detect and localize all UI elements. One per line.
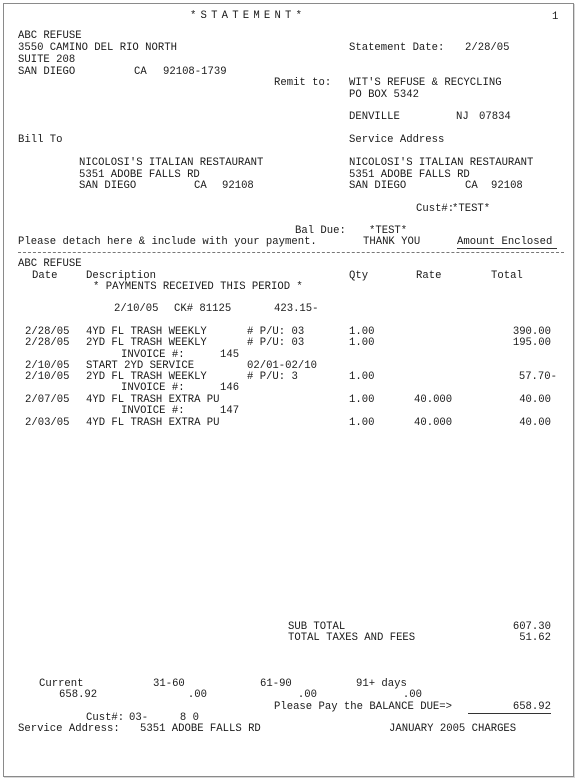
line-total: 40.00 xyxy=(519,417,551,429)
bill-to-street: 5351 ADOBE FALLS RD xyxy=(79,169,200,181)
remit-zip: 07834 xyxy=(479,111,511,123)
footer-cust-value: 03- 8 0 xyxy=(129,712,199,724)
line-total: 390.00 xyxy=(512,326,551,338)
line-rate: 40.000 xyxy=(414,394,453,406)
line-date: 2/10/05 xyxy=(25,360,70,372)
line-qty: 1.00 xyxy=(349,371,375,383)
line-date: 2/28/05 xyxy=(25,337,70,349)
col-total: Total xyxy=(491,270,523,282)
cust-value: *TEST* xyxy=(452,203,491,215)
line-total: 57.70- xyxy=(518,371,557,383)
aging-value: .00 xyxy=(187,689,207,701)
line-extra: # P/U: 3 xyxy=(247,371,298,383)
line-date: 2/03/05 xyxy=(25,417,70,429)
service-name: NICOLOSI'S ITALIAN RESTAURANT xyxy=(349,157,534,169)
aging-value: .00 xyxy=(402,689,422,701)
taxes-value: 51.62 xyxy=(519,632,551,644)
remit-box: PO BOX 5342 xyxy=(349,89,419,101)
aging-label: Current xyxy=(39,678,84,690)
line-desc: START 2YD SERVICE xyxy=(86,360,195,372)
statement-date-label: Statement Date: xyxy=(349,42,445,54)
line-qty: 1.00 xyxy=(349,337,375,349)
line-date: 2/28/05 xyxy=(25,326,70,338)
line-desc: INVOICE #: xyxy=(121,382,185,394)
line-desc: 4YD FL TRASH WEEKLY xyxy=(86,326,207,338)
col-date: Date xyxy=(32,270,58,282)
company-city: SAN DIEGO xyxy=(18,66,76,78)
remit-label: Remit to: xyxy=(274,77,332,89)
aging-label: 61-90 xyxy=(260,678,292,690)
line-rate: 40.000 xyxy=(414,417,453,429)
bill-to-label: Bill To xyxy=(18,134,63,146)
taxes-label: TOTAL TAXES AND FEES xyxy=(288,632,416,644)
col-description: Description xyxy=(86,270,156,282)
aging-label: 31-60 xyxy=(153,678,185,690)
amount-enclosed-field[interactable]: Amount Enclosed xyxy=(457,236,557,249)
line-desc: 4YD FL TRASH EXTRA PU xyxy=(86,417,220,429)
bill-to-name: NICOLOSI'S ITALIAN RESTAURANT xyxy=(79,157,264,169)
line-extra: # P/U: 03 xyxy=(247,337,305,349)
bal-due-value: *TEST* xyxy=(369,225,408,237)
sub-total-value: 607.30 xyxy=(512,621,551,633)
sub-total-label: SUB TOTAL xyxy=(288,621,346,633)
line-total: 40.00 xyxy=(519,394,551,406)
statement-title: *STATEMENT* xyxy=(190,10,307,22)
footer-service-value: 5351 ADOBE FALLS RD xyxy=(140,723,261,735)
footer-period: JANUARY 2005 CHARGES xyxy=(389,723,517,735)
remit-name: WIT'S REFUSE & RECYCLING xyxy=(349,77,502,89)
payment-amount: 423.15- xyxy=(274,303,319,315)
line-extra: # P/U: 03 xyxy=(247,326,305,338)
company-state: CA xyxy=(134,66,147,78)
footer-cust-label: Cust#: xyxy=(86,712,125,724)
thank-you: THANK YOU xyxy=(363,236,421,248)
aging-label: 91+ days xyxy=(356,678,407,690)
remit-city: DENVILLE xyxy=(349,111,400,123)
company-name: ABC REFUSE xyxy=(18,30,82,42)
payment-check: CK# 81125 xyxy=(174,303,232,315)
line-qty: 1.00 xyxy=(349,326,375,338)
line-total: 195.00 xyxy=(512,337,551,349)
line-desc: 2YD FL TRASH WEEKLY xyxy=(86,337,207,349)
bal-due-label: Bal Due: xyxy=(295,225,346,237)
line-extra: 02/01-02/10 xyxy=(247,360,317,372)
stub-company: ABC REFUSE xyxy=(18,258,82,270)
line-qty: 1.00 xyxy=(349,394,375,406)
service-zip: 92108 xyxy=(491,180,523,192)
statement-date-value: 2/28/05 xyxy=(465,42,510,54)
footer-service-label: Service Address: xyxy=(18,723,120,735)
line-desc: INVOICE #: xyxy=(121,405,185,417)
line-qty: 1.00 xyxy=(349,417,375,429)
service-street: 5351 ADOBE FALLS RD xyxy=(349,169,470,181)
col-rate: Rate xyxy=(416,270,442,282)
company-zip: 92108-1739 xyxy=(163,66,227,78)
bill-to-zip: 92108 xyxy=(222,180,254,192)
detach-instruction: Please detach here & include with your payment. xyxy=(18,236,317,248)
aging-value: .00 xyxy=(297,689,317,701)
line-date: 2/10/05 xyxy=(25,371,70,383)
line-desc: 2YD FL TRASH WEEKLY xyxy=(86,371,207,383)
company-address2: SUITE 208 xyxy=(18,54,76,66)
bill-to-state: CA xyxy=(194,180,207,192)
statement-page xyxy=(3,3,574,777)
page-number: 1 xyxy=(552,11,559,23)
detach-line xyxy=(18,252,564,253)
bill-to-city: SAN DIEGO xyxy=(79,180,137,192)
remit-state: NJ xyxy=(456,111,469,123)
line-desc: 4YD FL TRASH EXTRA PU xyxy=(86,394,220,406)
balance-due-label: Please Pay the BALANCE DUE=> xyxy=(274,701,453,713)
aging-value: 658.92 xyxy=(59,689,98,701)
service-address-label: Service Address xyxy=(349,134,445,146)
col-qty: Qty xyxy=(349,270,369,282)
balance-due-value: 658.92 xyxy=(468,701,551,714)
line-extra: 147 xyxy=(220,405,240,417)
company-address1: 3550 CAMINO DEL RIO NORTH xyxy=(18,42,177,54)
payment-date: 2/10/05 xyxy=(114,303,159,315)
service-state: CA xyxy=(465,180,478,192)
line-extra: 146 xyxy=(220,382,240,394)
line-date: 2/07/05 xyxy=(25,394,70,406)
payments-heading: * PAYMENTS RECEIVED THIS PERIOD * xyxy=(93,281,303,293)
line-desc: INVOICE #: xyxy=(121,349,185,361)
cust-label: Cust#: xyxy=(416,203,455,215)
service-city: SAN DIEGO xyxy=(349,180,407,192)
line-extra: 145 xyxy=(220,349,240,361)
